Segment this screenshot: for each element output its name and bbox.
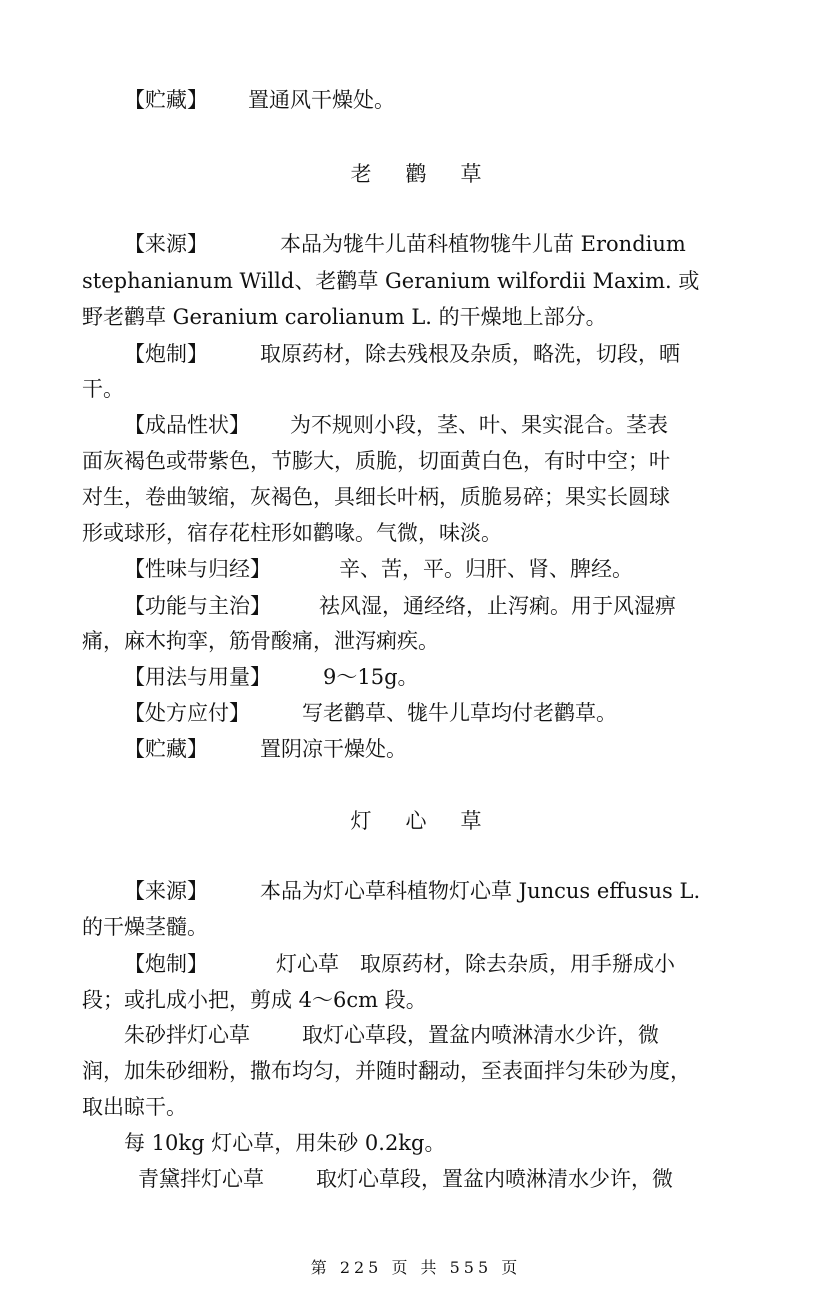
- page-footer: 第 225 页 共 555 页: [310, 1258, 522, 1277]
- text-function-1: 祛风湿，通经络，止泻痢。用于风湿痹: [319, 594, 676, 618]
- prescription-line: [124, 699, 796, 727]
- source-line-3: 野老鹳草 Geranium carolianum L. 的干燥地上部分。: [82, 305, 607, 329]
- function-line-2: 痛，麻木拘挛，筋骨酸痛，泄泻痢疾。: [82, 629, 439, 653]
- processing-line-1: [124, 340, 796, 368]
- character-line-3: 对生，卷曲皱缩，灰褐色，具细长叶柄，质脆易碎；果实长圆球: [82, 485, 670, 509]
- text-character-1: 为不规则小段，茎、叶、果实混合。茎表: [290, 413, 668, 437]
- function-line-1: [124, 592, 796, 620]
- heading-storage: 【贮藏】: [124, 88, 208, 112]
- dx-source-line-1: [124, 877, 796, 905]
- processing-line-2: 干。: [82, 377, 124, 401]
- heading-dx-source: 【来源】: [124, 879, 208, 903]
- text-prescription: 写老鹳草、牻牛儿草均付老鹳草。: [302, 701, 617, 725]
- title-laoguancao: 老鹳草: [350, 162, 516, 186]
- zhusha-line-3: 取出晾干。: [82, 1095, 187, 1119]
- heading-storage-2: 【贮藏】: [124, 737, 208, 761]
- heading-character: 【成品性状】: [124, 413, 250, 437]
- text-dosage: 9～15g。: [323, 665, 419, 689]
- heading-function: 【功能与主治】: [124, 594, 271, 618]
- title-dengxincao: 灯心草: [350, 809, 516, 833]
- text-qingdai-1: 取灯心草段，置盆内喷淋清水少许，微: [316, 1167, 673, 1191]
- dosage-line: [124, 663, 796, 691]
- text-source-1: 本品为牻牛儿苗科植物牻牛儿苗 Erondium: [280, 232, 686, 256]
- text-processing-1: 取原药材，除去残根及杂质，略洗，切段，晒: [260, 342, 680, 366]
- zhusha-line-1: [124, 1021, 796, 1049]
- source-line-1: [124, 230, 796, 258]
- storage-line: [124, 735, 796, 763]
- heading-source: 【来源】: [124, 232, 208, 256]
- source-line-2: stephanianum Willd、老鹳草 Geranium wilfordii Maxim. 或: [82, 269, 700, 293]
- subheading-qingdai: 青黛拌灯心草: [138, 1167, 264, 1191]
- taste-line: [124, 555, 796, 583]
- subheading-zhusha: 朱砂拌灯心草: [124, 1023, 250, 1047]
- dx-processing-line-1: [124, 950, 796, 978]
- dx-processing-line-2: 段；或扎成小把，剪成 4～6cm 段。: [82, 988, 427, 1012]
- text-dx-processing-1: 灯心草 取原药材，除去杂质，用手掰成小: [276, 952, 675, 976]
- zhusha-ratio-line: 每 10kg 灯心草，用朱砂 0.2kg。: [124, 1131, 446, 1155]
- heading-dx-processing: 【炮制】: [124, 952, 208, 976]
- storage-line-prev: [124, 86, 796, 114]
- text-storage: 置通风干燥处。: [248, 88, 395, 112]
- heading-dosage: 【用法与用量】: [124, 665, 271, 689]
- character-line-4: 形或球形，宿存花柱形如鹳喙。气微，味淡。: [82, 521, 502, 545]
- character-line-2: 面灰褐色或带紫色，节膨大，质脆，切面黄白色，有时中空；叶: [82, 449, 670, 473]
- qingdai-line-1: [138, 1165, 810, 1193]
- character-line-1: [124, 411, 796, 439]
- text-zhusha-1: 取灯心草段，置盆内喷淋清水少许，微: [302, 1023, 659, 1047]
- text-dx-source-1: 本品为灯心草科植物灯心草 Juncus effusus L.: [260, 879, 701, 903]
- dx-source-line-2: 的干燥茎髓。: [82, 915, 208, 939]
- text-taste: 辛、苦，平。归肝、肾、脾经。: [339, 557, 633, 581]
- text-storage-2: 置阴凉干燥处。: [260, 737, 407, 761]
- heading-taste: 【性味与归经】: [124, 557, 271, 581]
- heading-processing: 【炮制】: [124, 342, 208, 366]
- heading-prescription: 【处方应付】: [124, 701, 250, 725]
- zhusha-line-2: 润，加朱砂细粉，撒布均匀，并随时翻动，至表面拌匀朱砂为度，: [82, 1059, 691, 1083]
